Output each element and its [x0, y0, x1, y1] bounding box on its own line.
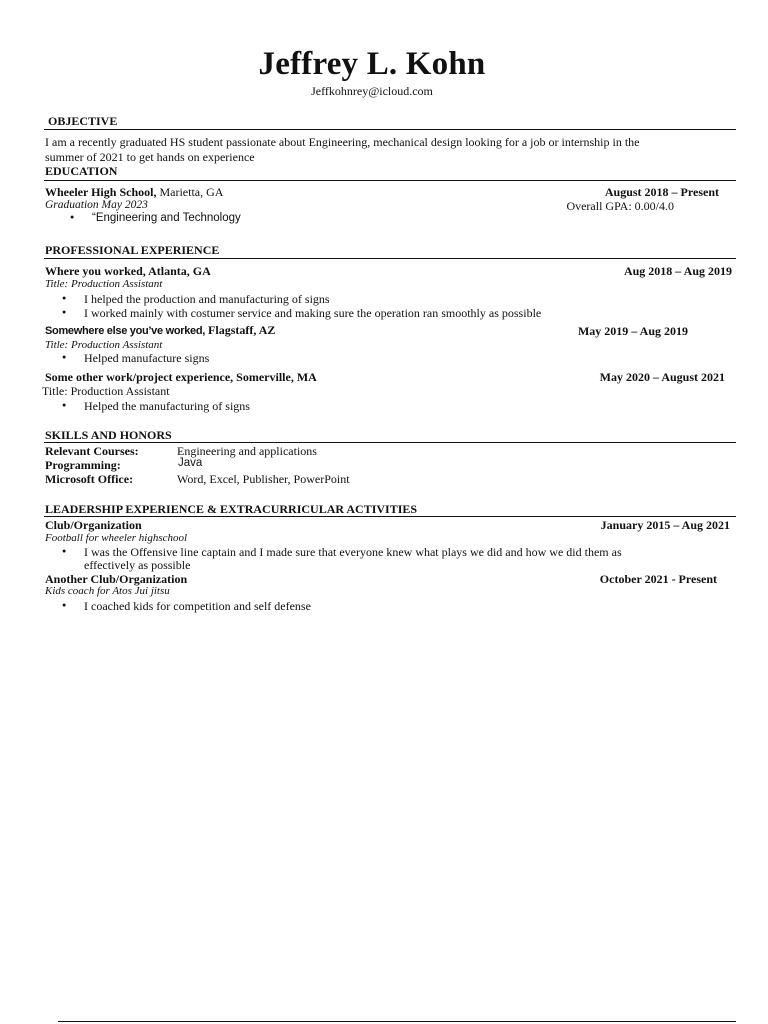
job-1-bullet-text: I helped the production and manufacturing of signs	[84, 292, 330, 306]
skills-heading: SKILLS AND HONORS	[45, 428, 172, 442]
job-1-bullet	[62, 292, 330, 307]
education-bullet-text: “Engineering and Technology	[92, 212, 241, 224]
education-bullet	[70, 212, 241, 224]
objective-heading: OBJECTIVE	[48, 114, 118, 128]
section-divider	[44, 129, 736, 130]
org-2-bullet-text: I coached kids for competition and self defense	[84, 599, 311, 613]
section-divider	[44, 258, 736, 259]
job-2-bullet-text: Helped manufacture signs	[84, 351, 210, 365]
job-1-bullet-text: I worked mainly with costumer service and making sure the operation ran smoothly as possible	[84, 306, 542, 320]
bullet-icon: ●	[62, 547, 67, 555]
objective-text-line-2: summer of 2021 to get hands on experience	[45, 150, 255, 164]
resume-name: Jeffrey L. Kohn	[258, 46, 486, 82]
job-2-place-bold: Somewhere else you’ve worked,	[45, 325, 206, 337]
skills-value: Java	[178, 457, 203, 469]
job-3-bullet	[62, 399, 250, 414]
job-1-place: Where you worked, Atlanta, GA	[45, 264, 211, 278]
org-1-dates: January 2015 – Aug 2021	[600, 518, 730, 532]
footer-divider	[58, 1021, 736, 1022]
org-2-name: Another Club/Organization	[45, 572, 188, 586]
org-2-role: Kids coach for Atos Jui jitsu	[45, 585, 170, 597]
leadership-heading: LEADERSHIP EXPERIENCE & EXTRACURRICULAR ACTIVITIES	[45, 502, 418, 516]
education-school	[45, 185, 223, 200]
experience-heading: PROFESSIONAL EXPERIENCE	[45, 243, 220, 257]
org-1-name: Club/Organization	[45, 518, 142, 532]
org-1-role: Football for wheeler highschool	[45, 532, 188, 544]
skills-label: Programming:	[45, 458, 121, 472]
skills-value: Word, Excel, Publisher, PowerPoint	[177, 472, 350, 486]
skills-label: Microsoft Office:	[45, 472, 134, 486]
bullet-icon: ●	[62, 353, 67, 361]
job-1-role: Title: Production Assistant	[45, 278, 163, 290]
bullet-icon: ●	[62, 294, 67, 302]
skills-value: Engineering and applications	[177, 444, 317, 458]
job-2-role: Title: Production Assistant	[45, 339, 163, 351]
gpa: Overall GPA: 0.00/4.0	[566, 199, 674, 213]
section-divider	[44, 180, 736, 181]
section-divider	[44, 516, 736, 517]
job-1-bullet	[62, 306, 542, 321]
job-2-location: Flagstaff, AZ	[205, 323, 276, 337]
graduation-date: Graduation May 2023	[45, 199, 148, 211]
school-location: Marietta, GA	[156, 185, 224, 199]
org-1-bullet-text: I was the Offensive line captain and I made sure that everyone knew what plays we did and how we did them as	[84, 545, 622, 559]
job-3-bullet-text: Helped the manufacturing of signs	[84, 399, 250, 413]
org-2-dates: October 2021 - Present	[599, 572, 717, 586]
bullet-icon: ●	[70, 214, 75, 221]
job-2-place	[45, 323, 275, 338]
job-2-dates: May 2019 – Aug 2019	[577, 324, 688, 338]
bullet-icon: ●	[62, 308, 67, 316]
objective-text-line-1: I am a recently graduated HS student passionate about Engineering, mechanical design looking for a job or internship in the	[45, 135, 640, 149]
job-2-bullet	[62, 351, 210, 366]
job-1-dates: Aug 2018 – Aug 2019	[623, 264, 732, 278]
education-dates: August 2018 – Present	[604, 185, 719, 199]
org-2-bullet	[62, 599, 311, 614]
section-divider	[44, 442, 736, 443]
job-3-role: Title: Production Assistant	[42, 384, 170, 398]
skills-label: Relevant Courses:	[45, 444, 139, 458]
bullet-icon: ●	[62, 401, 67, 409]
school-name: Wheeler High School,	[45, 185, 157, 199]
job-3-dates: May 2020 – August 2021	[599, 370, 725, 384]
bullet-icon: ●	[62, 601, 67, 609]
email-address: Jeffkohnrey@icloud.com	[311, 84, 433, 98]
org-1-bullet-continuation: effectively as possible	[84, 558, 191, 572]
job-3-place: Some other work/project experience, Somerville, MA	[45, 370, 317, 384]
education-heading: EDUCATION	[45, 164, 118, 178]
